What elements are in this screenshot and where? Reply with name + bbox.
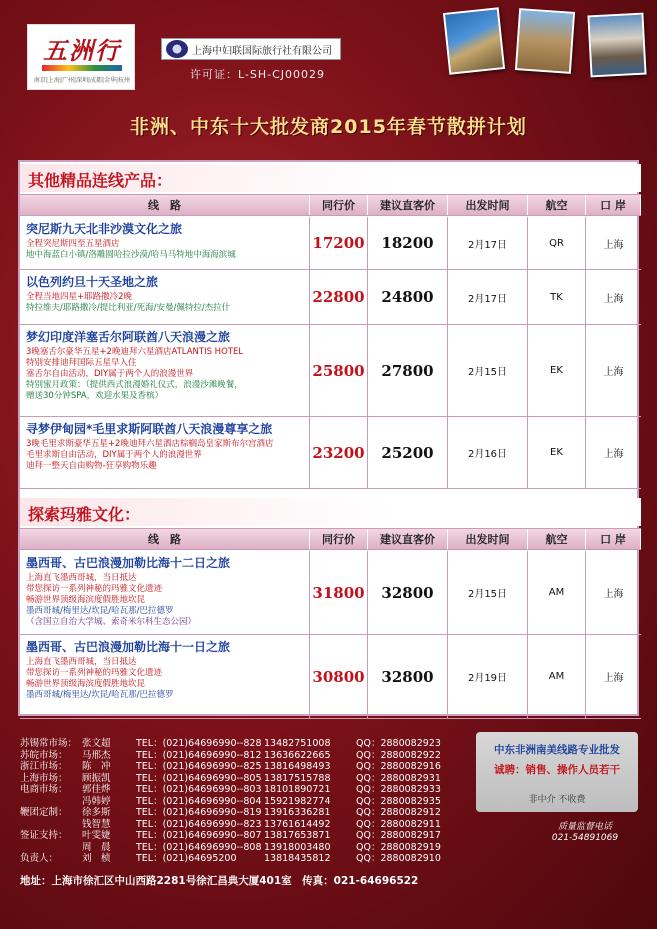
wuzhouxing-logo xyxy=(27,24,135,90)
tour-description xyxy=(20,270,310,324)
contact-mobile: 13482751008 xyxy=(264,738,331,749)
contact-mobile: 15921982774 xyxy=(264,795,331,807)
col-departure: 出发时间 xyxy=(448,529,528,549)
hiring-text: 诚聘：销售、操作人员若干 xyxy=(494,764,620,776)
recruitment-box xyxy=(476,732,638,812)
peer-price: 30800 xyxy=(310,635,368,718)
col-peer-price: 同行价 xyxy=(310,529,368,549)
section-heading: 其他精品连线产品： xyxy=(20,164,641,192)
agency-emblem-icon xyxy=(166,40,188,58)
airline-code: TK xyxy=(528,270,586,324)
tour-description xyxy=(20,217,310,269)
address-line: 地址：上海市徐汇区中山西路2281号徐汇昌典大厦401室 传真：021-64696522 xyxy=(20,875,419,887)
departure-date: 2月15日 xyxy=(448,325,528,416)
logo-text: 五洲行 xyxy=(43,36,121,65)
tour-detail: 墨西哥城/梅里达/坎昆/哈瓦那/巴拉德罗 xyxy=(26,690,174,700)
contact-row xyxy=(20,773,480,785)
contact-mobile: 13818435812 xyxy=(264,853,331,864)
tour-detail: 3晚毛里求斯豪华五星+2晚迪拜六星酒店棕榈岛皇家斯布尔宫酒店 xyxy=(26,439,274,449)
tour-description xyxy=(20,635,310,718)
col-airline: 航空 xyxy=(528,529,586,549)
contact-name: 钱智慧 xyxy=(82,818,111,830)
departure-port: 上海 xyxy=(603,293,624,305)
tour-detail: 畅游世界顶级海滨度假胜地坎昆 xyxy=(26,679,146,689)
peer-price: 23200 xyxy=(310,417,368,488)
suggested-price: 32800 xyxy=(368,635,448,718)
tour-detail: 3晚塞舌尔豪华五星+2晚迪拜六星酒店ATLANTIS HOTEL xyxy=(26,347,244,357)
contact-market xyxy=(20,819,82,831)
supervision-phone: 021-54891069 xyxy=(551,833,619,843)
tour-description xyxy=(20,551,310,634)
departure-port: 上海 xyxy=(603,589,624,600)
col-port: 口 岸 xyxy=(586,529,641,549)
contact-market: 鞭团定制： xyxy=(20,807,68,818)
contact-mobile: 13918003480 xyxy=(264,841,331,853)
airline-code: AM xyxy=(528,551,586,634)
col-peer-price: 同行价 xyxy=(310,195,368,215)
contact-tel: TEL：(021)64696990--823 xyxy=(136,818,262,830)
col-suggested-price: 建议直客价 xyxy=(368,195,448,215)
peer-price: 17200 xyxy=(310,217,368,269)
license-number: 许可证：L-SH-CJ00029 xyxy=(190,68,326,81)
contact-row xyxy=(20,830,480,842)
photo-resort xyxy=(587,13,646,78)
suggested-price: 25200 xyxy=(368,417,448,488)
suggested-price: 18200 xyxy=(368,217,448,269)
contact-qq: QQ：2880082935 xyxy=(356,795,441,807)
contact-row xyxy=(20,807,480,819)
contact-mobile: 13761614492 xyxy=(264,818,331,830)
contact-market: 苏锡常市场： xyxy=(20,738,78,749)
contact-tel: TEL：(021)64696990--804 xyxy=(136,795,262,807)
airline-code: AM xyxy=(528,635,586,718)
suggested-price: 24800 xyxy=(368,270,448,324)
contact-market: 苏皖市场： xyxy=(20,749,68,761)
contact-row xyxy=(20,853,480,865)
agency-logo xyxy=(161,38,341,60)
tour-detail: 赠送30分钟SPA，欢迎水果及香槟） xyxy=(26,391,164,401)
page-title: 非洲、中东十大批发商2015年春节散拼计划 xyxy=(130,116,527,138)
contact-tel: TEL：(021)64696990--812 xyxy=(136,749,262,761)
contact-qq: QQ：2880082917 xyxy=(356,830,441,841)
departure-port: 上海 xyxy=(603,449,624,460)
contact-tel: TEL：(021)64696990--808 xyxy=(136,841,262,853)
contact-qq: QQ：2880082916 xyxy=(356,761,441,772)
tour-row xyxy=(20,551,641,635)
tour-name: 以色列约旦十天圣地之旅 xyxy=(26,275,159,289)
tour-detail: 特别蜜月政策：（提供西式浪漫婚礼仪式，浪漫沙滩晚餐， xyxy=(26,380,243,390)
photo-ruins xyxy=(515,8,575,74)
peer-price: 25800 xyxy=(310,325,368,416)
contact-row xyxy=(20,842,480,854)
contact-name: 叶雯婕 xyxy=(82,830,111,841)
contact-qq: QQ：2880082923 xyxy=(356,738,441,749)
table-header xyxy=(20,528,641,550)
contact-name: 刘 桢 xyxy=(82,853,111,864)
tour-detail: 地中海蓝白小镇/洛雕圆哈拉沙漠/哈马马特地中海海滨城 xyxy=(26,250,236,260)
wholesale-text: 中东非洲南美线路专业批发 xyxy=(494,744,620,756)
header xyxy=(0,0,657,100)
contact-mobile: 13817653871 xyxy=(264,830,331,841)
section-heading: 探索玛雅文化： xyxy=(20,498,641,526)
tour-name: 墨西哥、古巴浪漫加勒比海十一日之旅 xyxy=(26,640,231,654)
departure-date: 2月16日 xyxy=(448,417,528,488)
contact-row xyxy=(20,761,480,773)
tour-detail: 塞舌尔自由活动，DIY属于两个人的浪漫世界 xyxy=(26,369,194,379)
col-airline: 航空 xyxy=(528,195,586,215)
contact-row xyxy=(20,819,480,831)
contact-tel: TEL：(021)64696990--825 xyxy=(136,761,262,772)
supervision xyxy=(530,822,640,844)
contact-name: 周 晨 xyxy=(82,841,111,853)
no-fee-text: 非中介 不收费 xyxy=(528,795,586,805)
contact-tel: TEL：(021)64695200 xyxy=(136,853,237,864)
tour-name: 梦幻印度洋塞舌尔阿联酋八天浪漫之旅 xyxy=(26,330,231,344)
contact-list xyxy=(20,738,480,865)
contact-name: 郭佳烨 xyxy=(82,784,111,795)
tour-detail: 带您探访一系列神秘的玛雅文化遗迹 xyxy=(26,668,163,678)
tour-detail: 带您探访一系列神秘的玛雅文化遗迹 xyxy=(26,584,163,594)
airline-code: QR xyxy=(528,217,586,269)
contact-market xyxy=(20,842,82,854)
contact-row xyxy=(20,738,480,750)
contact-qq: QQ：2880082912 xyxy=(356,807,441,818)
table-header xyxy=(20,194,641,216)
supervision-label: 质量监督电话 xyxy=(557,822,612,832)
tour-detail: 畅游世界顶级海滨度假胜地坎昆 xyxy=(26,595,146,605)
contact-name: 冯韩婷 xyxy=(82,795,111,807)
contact-qq: QQ：2880082919 xyxy=(356,841,441,853)
tour-row xyxy=(20,635,641,719)
contact-market: 签证支持： xyxy=(20,830,68,841)
tour-name: 墨西哥、古巴浪漫加勒比海十二日之旅 xyxy=(26,556,231,570)
contact-row xyxy=(20,796,480,808)
tour-detail: 迪拜一整天自由购物-狂享购物乐趣 xyxy=(26,461,157,471)
tour-detail: 墨西哥城/梅里达/坎昆/哈瓦那/巴拉德罗 xyxy=(26,606,174,616)
contact-row xyxy=(20,784,480,796)
departure-date: 2月17日 xyxy=(448,270,528,324)
col-route: 线 路 xyxy=(20,195,310,215)
tour-description xyxy=(20,417,310,488)
contact-mobile: 13817515788 xyxy=(264,772,331,784)
contact-qq: QQ：2880082910 xyxy=(356,853,441,864)
contact-market: 电商市场： xyxy=(20,784,68,795)
airline-code: EK xyxy=(528,417,586,488)
tour-name: 突尼斯九天北非沙漠文化之旅 xyxy=(26,222,183,236)
contact-row xyxy=(20,750,480,762)
tour-detail: 毛里求斯自由活动，DIY属于两个人的浪漫世界 xyxy=(26,450,202,460)
contact-qq: QQ：2880082911 xyxy=(356,818,441,830)
tour-detail: 全程突尼斯四至五星酒店 xyxy=(26,239,120,249)
contact-tel: TEL：(021)64696990--807 xyxy=(136,830,262,841)
tour-row xyxy=(20,270,641,325)
departure-date: 2月19日 xyxy=(448,635,528,718)
contact-name: 马邢杰 xyxy=(82,749,111,761)
suggested-price: 32800 xyxy=(368,551,448,634)
peer-price: 31800 xyxy=(310,551,368,634)
contact-market: 上海市场： xyxy=(20,772,68,784)
contact-qq: QQ：2880082931 xyxy=(356,772,441,784)
tour-row xyxy=(20,417,641,489)
agency-name: 上海中妇联国际旅行社有限公司 xyxy=(192,45,332,57)
contact-market: 负责人： xyxy=(20,853,59,864)
tour-row xyxy=(20,325,641,417)
tour-row xyxy=(20,217,641,270)
col-suggested-price: 建议直客价 xyxy=(368,529,448,549)
contact-mobile: 13816498493 xyxy=(264,761,331,772)
contact-name: 徐多斯 xyxy=(82,807,111,818)
contact-qq: QQ：2880082933 xyxy=(356,784,441,795)
col-route: 线 路 xyxy=(20,529,310,549)
contact-qq: QQ：2880082922 xyxy=(356,749,441,761)
tour-description xyxy=(20,325,310,416)
contact-mobile: 13636622665 xyxy=(264,749,331,761)
col-departure: 出发时间 xyxy=(448,195,528,215)
departure-port: 上海 xyxy=(603,239,624,251)
contact-mobile: 13916336281 xyxy=(264,807,331,818)
peer-price: 22800 xyxy=(310,270,368,324)
contact-name: 顾振凯 xyxy=(82,772,111,784)
departure-port: 上海 xyxy=(603,673,624,684)
contact-market xyxy=(20,796,82,808)
itinerary-panel xyxy=(18,160,639,716)
tour-name: 寻梦伊甸园*毛里求斯阿联酋八天浪漫尊享之旅 xyxy=(26,422,273,436)
tour-detail: 全程当地四星+耶路撒冷2晚 xyxy=(26,292,133,302)
departure-port: 上海 xyxy=(603,367,624,378)
tour-detail: 特拉维夫/耶路撒冷/提比利亚/死海/安曼/佩特拉/杰拉什 xyxy=(26,303,231,313)
contact-tel: TEL：(021)64696990--828 xyxy=(136,738,262,749)
departure-date: 2月15日 xyxy=(448,551,528,634)
airline-code: EK xyxy=(528,325,586,416)
tour-detail: 上海直飞墨西哥城，当日抵达 xyxy=(26,657,137,667)
contact-tel: TEL：(021)64696990--805 xyxy=(136,772,262,784)
contact-name: 陈 冲 xyxy=(82,761,111,772)
col-port: 口 岸 xyxy=(586,195,641,215)
logo-subtext: 南京|上海|广州|深圳|成都|金华|杭州 xyxy=(33,77,131,84)
tour-detail: （含国立自治大学城、索奇米尔科生态公园） xyxy=(26,617,197,627)
departure-date: 2月17日 xyxy=(448,217,528,269)
suggested-price: 27800 xyxy=(368,325,448,416)
tour-detail: 特别安排迪拜国际五星早入住 xyxy=(26,358,137,368)
contact-tel: TEL：(021)64696990--819 xyxy=(136,807,262,818)
contact-name: 张文超 xyxy=(82,738,111,749)
photo-coast xyxy=(443,7,505,75)
contact-tel: TEL：(021)64696990--803 xyxy=(136,784,262,795)
contact-market: 浙江市场： xyxy=(20,761,68,772)
contact-mobile: 18101890721 xyxy=(264,784,331,795)
tour-detail: 上海直飞墨西哥城，当日抵达 xyxy=(26,573,137,583)
logo-swoosh xyxy=(42,65,122,71)
